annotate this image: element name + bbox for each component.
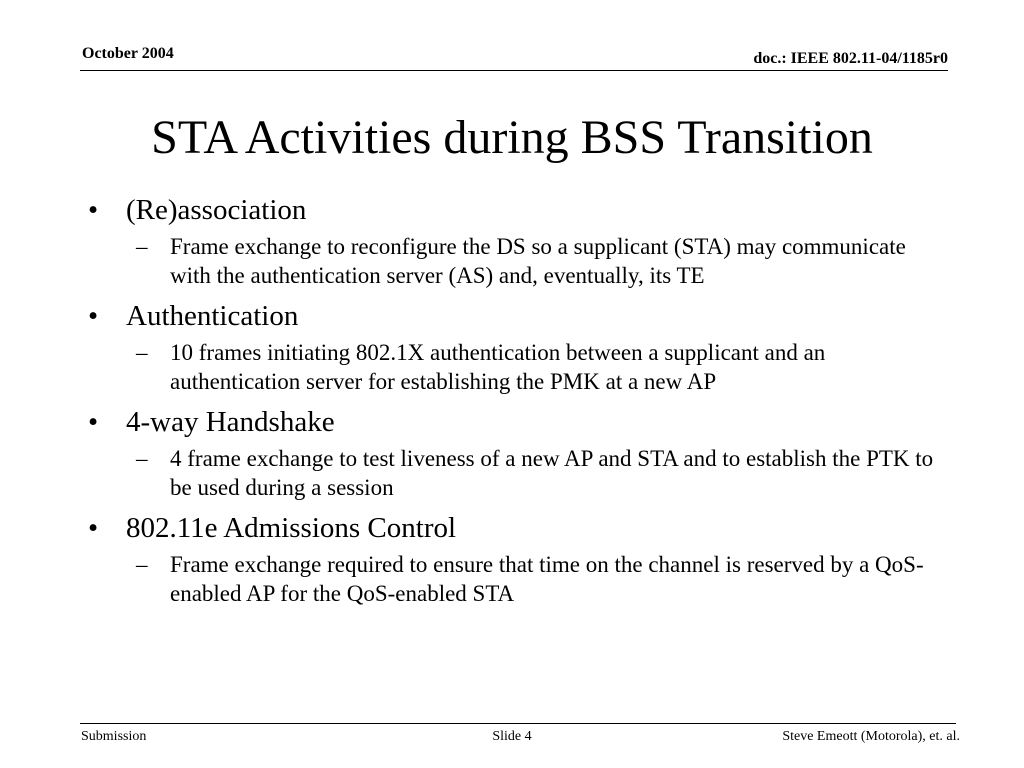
bullet-text: Authentication bbox=[126, 300, 299, 332]
bullet-item bbox=[86, 192, 946, 228]
sub-bullet-text: 10 frames initiating 802.1X authentication between a supplicant and an authentication server for establishing the PMK at a new AP bbox=[170, 340, 826, 394]
footer-authors: Steve Emeott (Motorola), et. al. bbox=[782, 729, 960, 744]
bullet-icon: • bbox=[88, 194, 99, 226]
slide-title: STA Activities during BSS Transition bbox=[151, 111, 873, 164]
sub-bullet-text: Frame exchange to reconfigure the DS so a supplicant (STA) may communicate with the authentication server (AS) and, eventually, its TE bbox=[170, 234, 906, 288]
sub-bullet-item bbox=[86, 444, 946, 502]
bullet-item bbox=[86, 510, 946, 546]
bullet-icon: • bbox=[88, 300, 99, 332]
bullet-item bbox=[86, 404, 946, 440]
sub-bullet-item bbox=[86, 550, 946, 608]
bullet-text: 802.11e Admissions Control bbox=[126, 512, 457, 544]
slide-body bbox=[86, 192, 946, 616]
header-date: October 2004 bbox=[82, 45, 174, 62]
sub-bullet-item bbox=[86, 232, 946, 290]
bullet-text: 4-way Handshake bbox=[126, 406, 335, 438]
header-doc-id: doc.: IEEE 802.11-04/1185r0 bbox=[753, 50, 948, 67]
footer-submission: Submission bbox=[81, 729, 147, 744]
sub-bullet-text: Frame exchange required to ensure that time on the channel is reserved by a QoS-enabled AP for the QoS-enabled STA bbox=[170, 552, 924, 606]
sub-bullet-item bbox=[86, 338, 946, 396]
bullet-icon: • bbox=[88, 512, 99, 544]
dash-icon: – bbox=[136, 552, 148, 577]
dash-icon: – bbox=[136, 234, 148, 259]
header-divider bbox=[80, 70, 948, 71]
footer-divider bbox=[80, 723, 956, 724]
bullet-item bbox=[86, 298, 946, 334]
footer-slide-number: Slide 4 bbox=[492, 729, 532, 744]
bullet-icon: • bbox=[88, 406, 99, 438]
bullet-text: (Re)association bbox=[126, 194, 307, 226]
dash-icon: – bbox=[136, 340, 148, 365]
dash-icon: – bbox=[136, 446, 148, 471]
sub-bullet-text: 4 frame exchange to test liveness of a new AP and STA and to establish the PTK to be used during a session bbox=[170, 446, 934, 500]
